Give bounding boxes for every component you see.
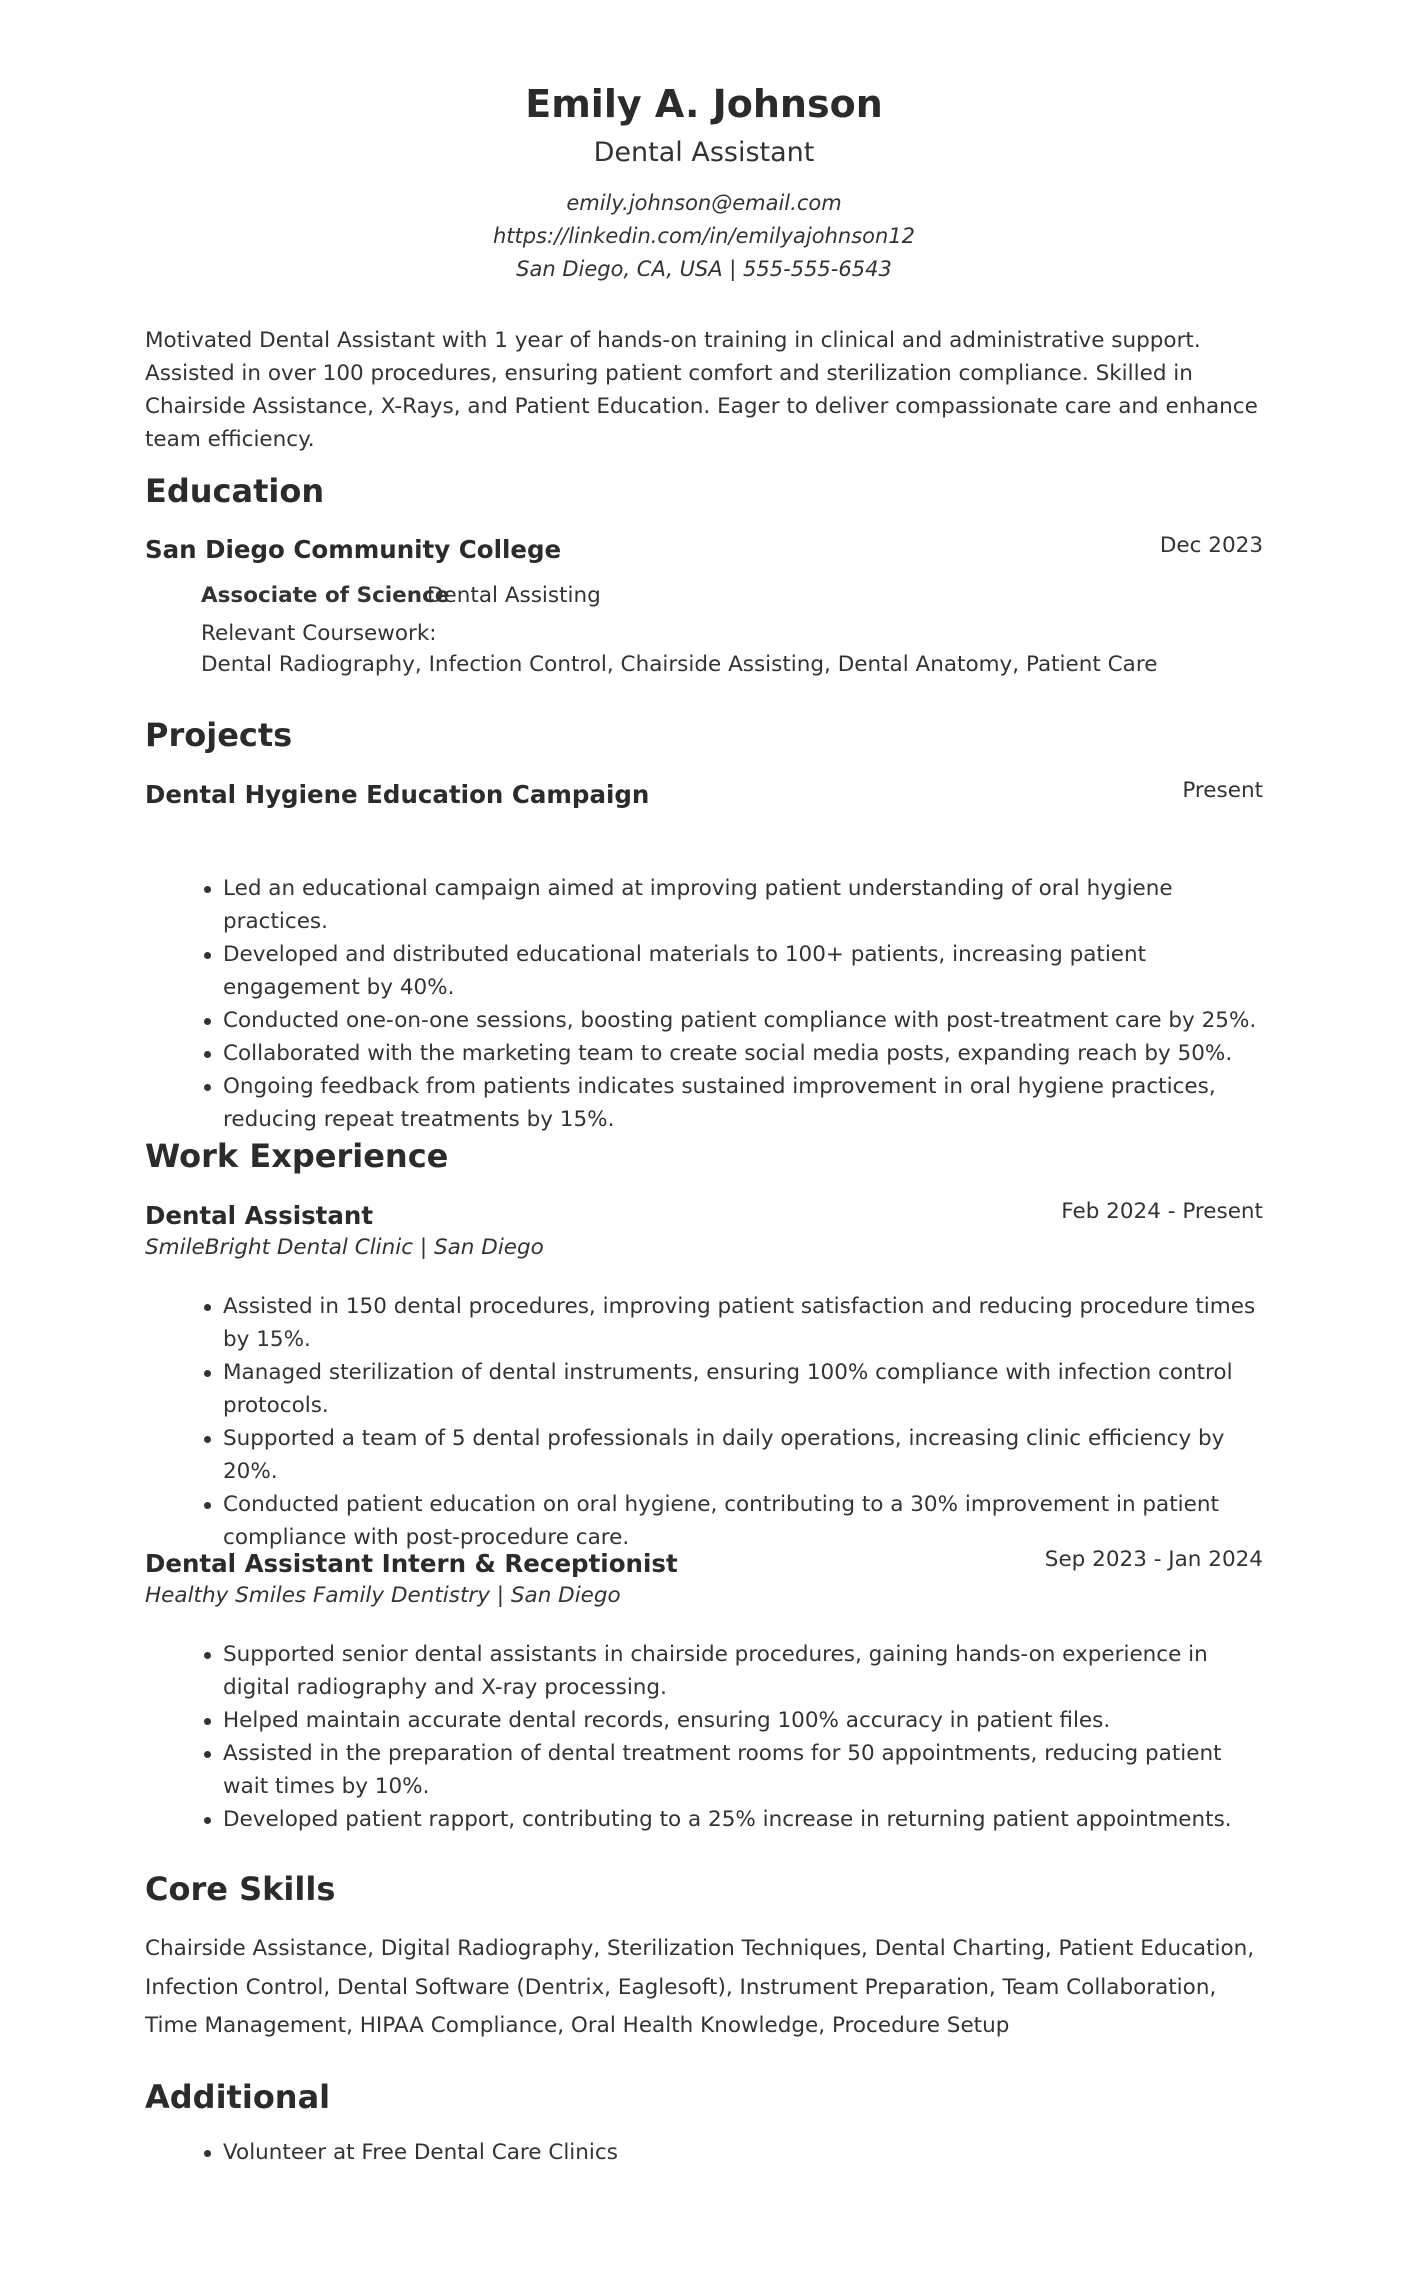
job-date: Sep 2023 - Jan 2024 — [1044, 1547, 1263, 1572]
list-item: Conducted one-on-one sessions, boosting patient compliance with post-treatment care by 25%. — [223, 1004, 1263, 1037]
section-title-work: Work Experience — [145, 1137, 449, 1175]
list-item: Helped maintain accurate dental records, ensuring 100% accuracy in patient files. — [223, 1704, 1263, 1737]
list-item: Led an educational campaign aimed at improving patient understanding of oral hygiene practices. — [223, 872, 1263, 938]
skills-line: Time Management, HIPAA Compliance, Oral Health Knowledge, Procedure Setup — [145, 2013, 1010, 2038]
project-bullets — [145, 872, 1263, 1136]
project-date: Present — [1182, 778, 1263, 803]
section-title-education: Education — [145, 472, 325, 510]
coursework-list: Dental Radiography, Infection Control, Chairside Assisting, Dental Anatomy, Patient Care — [201, 652, 1158, 677]
section-title-additional: Additional — [145, 2078, 331, 2116]
education-date: Dec 2023 — [1159, 533, 1263, 558]
list-item: Ongoing feedback from patients indicates sustained improvement in oral hygiene practices, reducing repeat treatments by 15%. — [223, 1070, 1263, 1136]
list-item: Volunteer at Free Dental Care Clinics — [223, 2136, 1263, 2169]
education-degree: Associate of Science — [201, 583, 450, 608]
section-title-skills: Core Skills — [145, 1870, 336, 1908]
list-item: Collaborated with the marketing team to create social media posts, expanding reach by 50%. — [223, 1037, 1263, 1070]
job-title: Dental Assistant — [145, 1201, 374, 1230]
list-item: Supported a team of 5 dental professionals in daily operations, increasing clinic efficiency by 20%. — [223, 1422, 1263, 1488]
education-field: Dental Assisting — [427, 583, 601, 608]
job-title: Dental Assistant Intern & Receptionist — [145, 1549, 678, 1578]
additional-bullets — [145, 2136, 1263, 2169]
contact-email[interactable]: emily.johnson@email.com — [566, 191, 842, 215]
job-bullets — [145, 1638, 1263, 1836]
list-item: Supported senior dental assistants in chairside procedures, gaining hands-on experience in digital radiography and X-ray processing. — [223, 1638, 1263, 1704]
list-item: Conducted patient education on oral hygiene, contributing to a 30% improvement in patient compliance with post-procedure care. — [223, 1488, 1263, 1554]
education-school: San Diego Community College — [145, 535, 562, 564]
job-company: SmileBright Dental Clinic | San Diego — [145, 1235, 544, 1260]
job-bullets — [145, 1290, 1263, 1554]
summary: Motivated Dental Assistant with 1 year of hands-on training in clinical and administrative support. Assisted in over 100 procedures, ensuring patient comfort and sterilization compliance. Skilled in Chairside Assistance, X-Rays, and Patient Education. Eager to deliver compassionate care and enhance team efficiency. — [145, 328, 1258, 452]
coursework-label: Relevant Coursework: — [201, 621, 437, 646]
list-item: Assisted in 150 dental procedures, improving patient satisfaction and reducing procedure times by 15%. — [223, 1290, 1263, 1356]
list-item: Assisted in the preparation of dental treatment rooms for 50 appointments, reducing patient wait times by 10%. — [223, 1737, 1263, 1803]
skills-list — [145, 1930, 1263, 2046]
section-title-projects: Projects — [145, 716, 293, 754]
job-company: Healthy Smiles Family Dentistry | San Diego — [145, 1583, 621, 1608]
project-name: Dental Hygiene Education Campaign — [145, 780, 650, 809]
list-item: Developed and distributed educational materials to 100+ patients, increasing patient engagement by 40%. — [223, 938, 1263, 1004]
skills-line: Chairside Assistance, Digital Radiography, Sterilization Techniques, Dental Charting, Patient Education, — [145, 1936, 1255, 1961]
list-item: Developed patient rapport, contributing to a 25% increase in returning patient appointments. — [223, 1803, 1263, 1836]
contact-linkedin[interactable]: https://linkedin.com/in/emilyajohnson12 — [492, 224, 916, 248]
contact-location-phone: San Diego, CA, USA | 555-555-6543 — [516, 257, 892, 281]
list-item: Managed sterilization of dental instruments, ensuring 100% compliance with infection control protocols. — [223, 1356, 1263, 1422]
job-date: Feb 2024 - Present — [1061, 1199, 1263, 1224]
skills-line: Infection Control, Dental Software (Dentrix, Eaglesoft), Instrument Preparation, Team Collaboration, — [145, 1974, 1217, 2000]
candidate-role: Dental Assistant — [593, 137, 815, 168]
candidate-name: Emily A. Johnson — [525, 82, 883, 126]
